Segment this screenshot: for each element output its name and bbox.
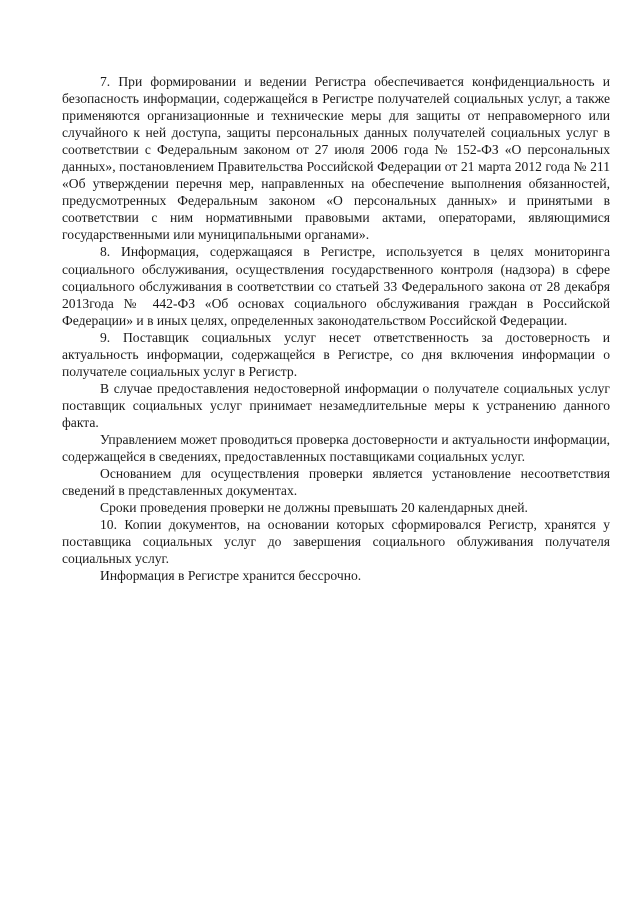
paragraph-9-provider-responsibility: 9. Поставщик социальных услуг несет ответственность за достоверность и актуальность информации, содержащейся в Регистре, со дня включения информации о получателе социальных услуг в Регистр. — [62, 329, 610, 379]
paragraph-verification: Управлением может проводиться проверка достоверности и актуальности информации, содержащейся в сведениях, предоставленных поставщиками социальных услуг. — [62, 431, 610, 465]
paragraph-7-registry-confidentiality: 7. При формировании и ведении Регистра обеспечивается конфиденциальность и безопасность информации, содержащейся в Регистре получателей социальных услуг, а также применяются организационные и технические меры для защиты от неправомерного или случайного к ней доступа, защиты персональных данных получателей социальных услуг в соответствии с Федеральным законом от 27 июля 2006 года № 152-ФЗ «О персональных данных», постановлением Правительства Российской Федерации от 21 марта 2012 года № 211 «Об утверждении перечня мер, направленных на обеспечение выполнения обязанностей, предусмотренных Федеральным законом «О персональных данных» и принятыми в соответствии с ним нормативными правовыми актами, операторами, являющимися государственными или муниципальными органами». — [62, 74, 610, 243]
paragraph-10-document-storage: 10. Копии документов, на основании которых сформировался Регистр, хранятся у поставщика социальных услуг до завершения социального облуживания получателя социальных услуг. — [62, 517, 610, 567]
paragraph-verification-period: Сроки проведения проверки не должны превышать 20 календарных дней. — [100, 500, 528, 516]
paragraph-verification-basis: Основанием для осуществления проверки является установление несоответствия сведений в представленных документах. — [62, 466, 610, 499]
paragraph-8-information-usage: 8. Информация, содержащаяся в Регистре, используется в целях мониторинга социального обслуживания, осуществления государственного контроля (надзора) в сфере социального обслуживания в соответствии со статьей 33 Федерального закона от 28 декабря 2013года № 442-ФЗ «Об основах социального обслуживания граждан в Российской Федерации» и в иных целях, определенных законодательством Российской Федерации. — [62, 244, 610, 328]
paragraph-storage-term: Информация в Регистре хранится бессрочно. — [100, 568, 362, 584]
paragraph-inaccurate-information: В случае предоставления недостоверной информации о получателе социальных услуг поставщик социальных услуг принимает незамедлительные меры к устранению данного факта. — [62, 380, 610, 430]
document-body — [62, 73, 610, 584]
